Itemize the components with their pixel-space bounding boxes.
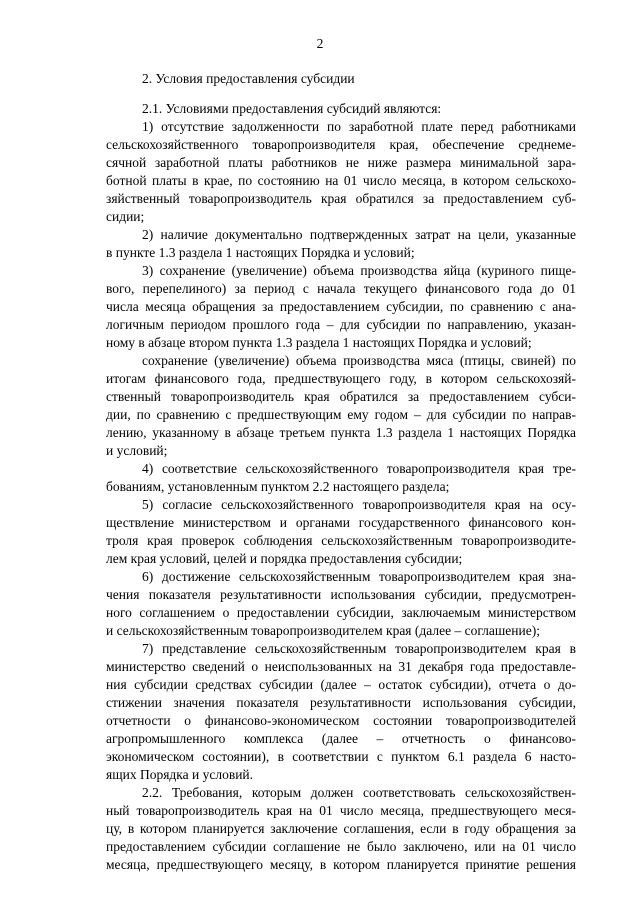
text-line: месяца, предшествующего месяцу, в котором планируется принятие решения bbox=[106, 857, 576, 872]
section-heading: 2. Условия предоставления субсидии bbox=[142, 71, 355, 86]
document-body bbox=[106, 70, 576, 874]
text-line: 3) сохранение (увеличение) объема производства яйца (куриного пище- bbox=[142, 263, 576, 278]
text-line: троля края проверок соблюдения сельскохозяйственным товаропроизводите- bbox=[106, 533, 576, 548]
text-line: 4) соответствие сельскохозяйственного товаропроизводителя края тре- bbox=[142, 461, 576, 476]
text-line: сельскохозяйственного товаропроизводителя края, обеспечение среднеме- bbox=[106, 137, 576, 152]
text-line: сидии; bbox=[106, 209, 145, 224]
text-line: ществление министерством и органами государственного финансового кон- bbox=[106, 515, 576, 530]
text-line: стижении значения показателя результативности использования субсидии, bbox=[106, 695, 576, 710]
text-line: в пункте 1.3 раздела 1 настоящих Порядка и условий; bbox=[106, 245, 415, 260]
text-line: 5) согласие сельскохозяйственного товаропроизводителя края на осу- bbox=[142, 497, 576, 512]
text-line: итогам финансового года, предшествующего году, в котором сельскохозяй- bbox=[106, 371, 576, 386]
text-line: лем края условий, целей и порядка предоставления субсидии; bbox=[106, 551, 463, 566]
text-line: сохранение (увеличение) объема производства мяса (птицы, свиней) по bbox=[142, 353, 576, 368]
text-line: 7) представление сельскохозяйственным товаропроизводителем края в bbox=[142, 641, 576, 656]
text-line: и сельскохозяйственным товаропроизводителем края (далее – соглашение); bbox=[106, 623, 540, 638]
text-line: министерство сведений о неиспользованных на 31 декабря года предоставле- bbox=[106, 659, 576, 674]
text-line: числа месяца обращения за предоставлением субсидии, по сравнению с ана- bbox=[106, 299, 576, 314]
text-line: предоставлением субсидии соглашение не было заключено, или на 01 число bbox=[106, 839, 576, 854]
text-line: 2.2. Требования, которым должен соответствовать сельскохозяйствен- bbox=[142, 785, 576, 800]
text-line: логичным периодом прошлого года – для субсидии по направлению, указан- bbox=[106, 317, 576, 332]
text-line: ящих Порядка и условий. bbox=[106, 767, 254, 782]
text-line: 1) отсутствие задолженности по заработной плате перед работниками bbox=[142, 119, 576, 134]
text-line: дии, по сравнению с предшествующим ему годом – для субсидии по направ- bbox=[106, 407, 576, 422]
text-line: бованиям, установленным пунктом 2.2 настоящего раздела; bbox=[106, 479, 450, 494]
text-line: сячной заработной платы работников не ниже размера минимальной зара- bbox=[106, 155, 576, 170]
text-line: 2) наличие документально подтвержденных затрат на цели, указанные bbox=[142, 227, 576, 242]
text-line: и условий; bbox=[106, 443, 168, 458]
text-line: ния субсидии средствах субсидии (далее – остаток субсидии), отчета о до- bbox=[106, 677, 576, 692]
text-line: лению, указанному в абзаце третьем пункта 1.3 раздела 1 настоящих Порядка bbox=[106, 425, 576, 440]
text-line: ному в абзаце втором пункта 1.3 раздела 1 настоящих Порядка и условий; bbox=[106, 335, 532, 350]
text-line: экономическом состоянии), в соответствии с пунктом 6.1 раздела 6 насто- bbox=[106, 749, 576, 764]
text-line: 2.1. Условиями предоставления субсидий являются: bbox=[142, 101, 442, 116]
text-line: ботной платы в крае, по состоянию на 01 число месяца, в котором сельскохо- bbox=[106, 173, 576, 188]
text-line: цу, в котором планируется заключение соглашения, если в году обращения за bbox=[106, 821, 576, 836]
text-line: ного соглашением о предоставлении субсидии, заключаемым министерством bbox=[106, 605, 576, 620]
text-line: ственный товаропроизводитель края обратился за предоставлением субси- bbox=[106, 389, 576, 404]
text-line: зяйственный товаропроизводитель края обратился за предоставлением суб- bbox=[106, 191, 576, 206]
text-line: ный товаропроизводитель края на 01 число месяца, предшествующего меся- bbox=[106, 803, 576, 818]
text-line: отчетности о финансово-экономическом состоянии товаропроизводителей bbox=[106, 713, 576, 728]
text-line: вого, перепелиного) за период с начала текущего финансового года до 01 bbox=[106, 281, 576, 296]
text-line: 6) достижение сельскохозяйственным товаропроизводителем края зна- bbox=[142, 569, 576, 584]
text-line: агропромышленного комплекса (далее – отчетность о финансово- bbox=[106, 731, 576, 746]
page-number: 2 bbox=[316, 36, 324, 51]
text-line: чения показателя результативности использования субсидии, предусмотрен- bbox=[106, 587, 576, 602]
paragraph-gap bbox=[106, 88, 576, 100]
